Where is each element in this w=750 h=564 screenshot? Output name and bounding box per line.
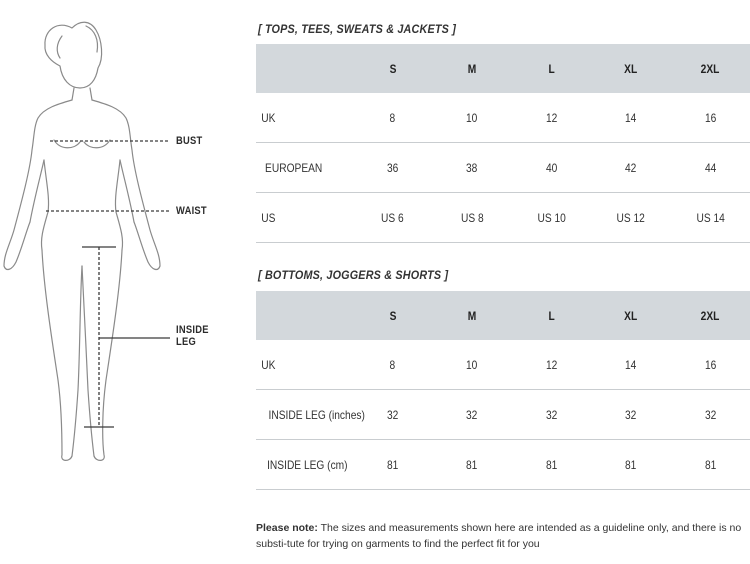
table-row xyxy=(256,143,750,193)
table-row xyxy=(256,193,750,243)
note-text: The sizes and measurements shown here are intended as a guideline only, and there is no substi-tute for trying on garments to find the perfect fit for you xyxy=(256,522,742,550)
bottoms-heading: [ BOTTOMS, JOGGERS & SHORTS ] xyxy=(258,268,449,282)
table-cell: 81 xyxy=(591,440,670,490)
header-cell-xl: XL xyxy=(591,44,670,93)
bust-label: BUST xyxy=(176,135,203,147)
table-row xyxy=(256,340,750,390)
table-cell: 12 xyxy=(512,93,591,143)
table-header-row xyxy=(256,291,750,340)
table-cell: 81 xyxy=(671,440,750,490)
body-measurement-figure xyxy=(0,0,250,564)
table-cell: 8 xyxy=(353,340,432,390)
table-cell: US 12 xyxy=(591,193,670,243)
header-cell-s: S xyxy=(353,44,432,93)
table-header-row xyxy=(256,44,750,93)
table-cell: 16 xyxy=(671,93,750,143)
table-cell: 32 xyxy=(512,390,591,440)
table-cell: 8 xyxy=(353,93,432,143)
row-label: US xyxy=(256,193,353,243)
table-cell: 81 xyxy=(353,440,432,490)
header-cell-blank xyxy=(256,291,353,340)
note-lead: Please note: xyxy=(256,522,318,534)
header-cell-blank xyxy=(256,44,353,93)
header-cell-xl: XL xyxy=(591,291,670,340)
table-cell: 10 xyxy=(432,340,511,390)
tops-size-table xyxy=(256,44,750,243)
guideline-note xyxy=(256,520,750,552)
bottoms-size-table xyxy=(256,291,750,490)
header-cell-l: L xyxy=(512,291,591,340)
table-cell: 81 xyxy=(512,440,591,490)
header-cell-s: S xyxy=(353,291,432,340)
table-cell: 14 xyxy=(591,93,670,143)
table-cell: 32 xyxy=(671,390,750,440)
table-cell: US 14 xyxy=(671,193,750,243)
table-cell: 81 xyxy=(432,440,511,490)
table-cell: 14 xyxy=(591,340,670,390)
table-row xyxy=(256,390,750,440)
inside-leg-label xyxy=(176,324,209,348)
header-cell-l: L xyxy=(512,44,591,93)
header-cell-2xl: 2XL xyxy=(671,44,750,93)
row-label: UK xyxy=(256,340,353,390)
row-label: EUROPEAN xyxy=(256,143,353,193)
inside-leg-label-line1: INSIDE xyxy=(176,324,209,336)
table-cell: 32 xyxy=(353,390,432,440)
header-cell-m: M xyxy=(432,44,511,93)
table-cell: US 10 xyxy=(512,193,591,243)
table-cell: 36 xyxy=(353,143,432,193)
row-label: UK xyxy=(256,93,353,143)
tops-heading: [ TOPS, TEES, SWEATS & JACKETS ] xyxy=(258,22,456,36)
inside-leg-label-line2: LEG xyxy=(176,336,196,348)
table-cell: 16 xyxy=(671,340,750,390)
row-label: INSIDE LEG (cm) xyxy=(256,440,353,490)
header-cell-m: M xyxy=(432,291,511,340)
table-cell: 12 xyxy=(512,340,591,390)
table-cell: US 6 xyxy=(353,193,432,243)
table-cell: 32 xyxy=(591,390,670,440)
header-cell-2xl: 2XL xyxy=(671,291,750,340)
table-row xyxy=(256,440,750,490)
table-row xyxy=(256,93,750,143)
waist-label: WAIST xyxy=(176,205,207,217)
table-cell: 40 xyxy=(512,143,591,193)
table-cell: US 8 xyxy=(432,193,511,243)
table-cell: 42 xyxy=(591,143,670,193)
row-label: INSIDE LEG (inches) xyxy=(256,390,353,440)
table-cell: 44 xyxy=(671,143,750,193)
woman-outline-icon xyxy=(0,0,250,564)
table-cell: 10 xyxy=(432,93,511,143)
table-cell: 32 xyxy=(432,390,511,440)
table-cell: 38 xyxy=(432,143,511,193)
